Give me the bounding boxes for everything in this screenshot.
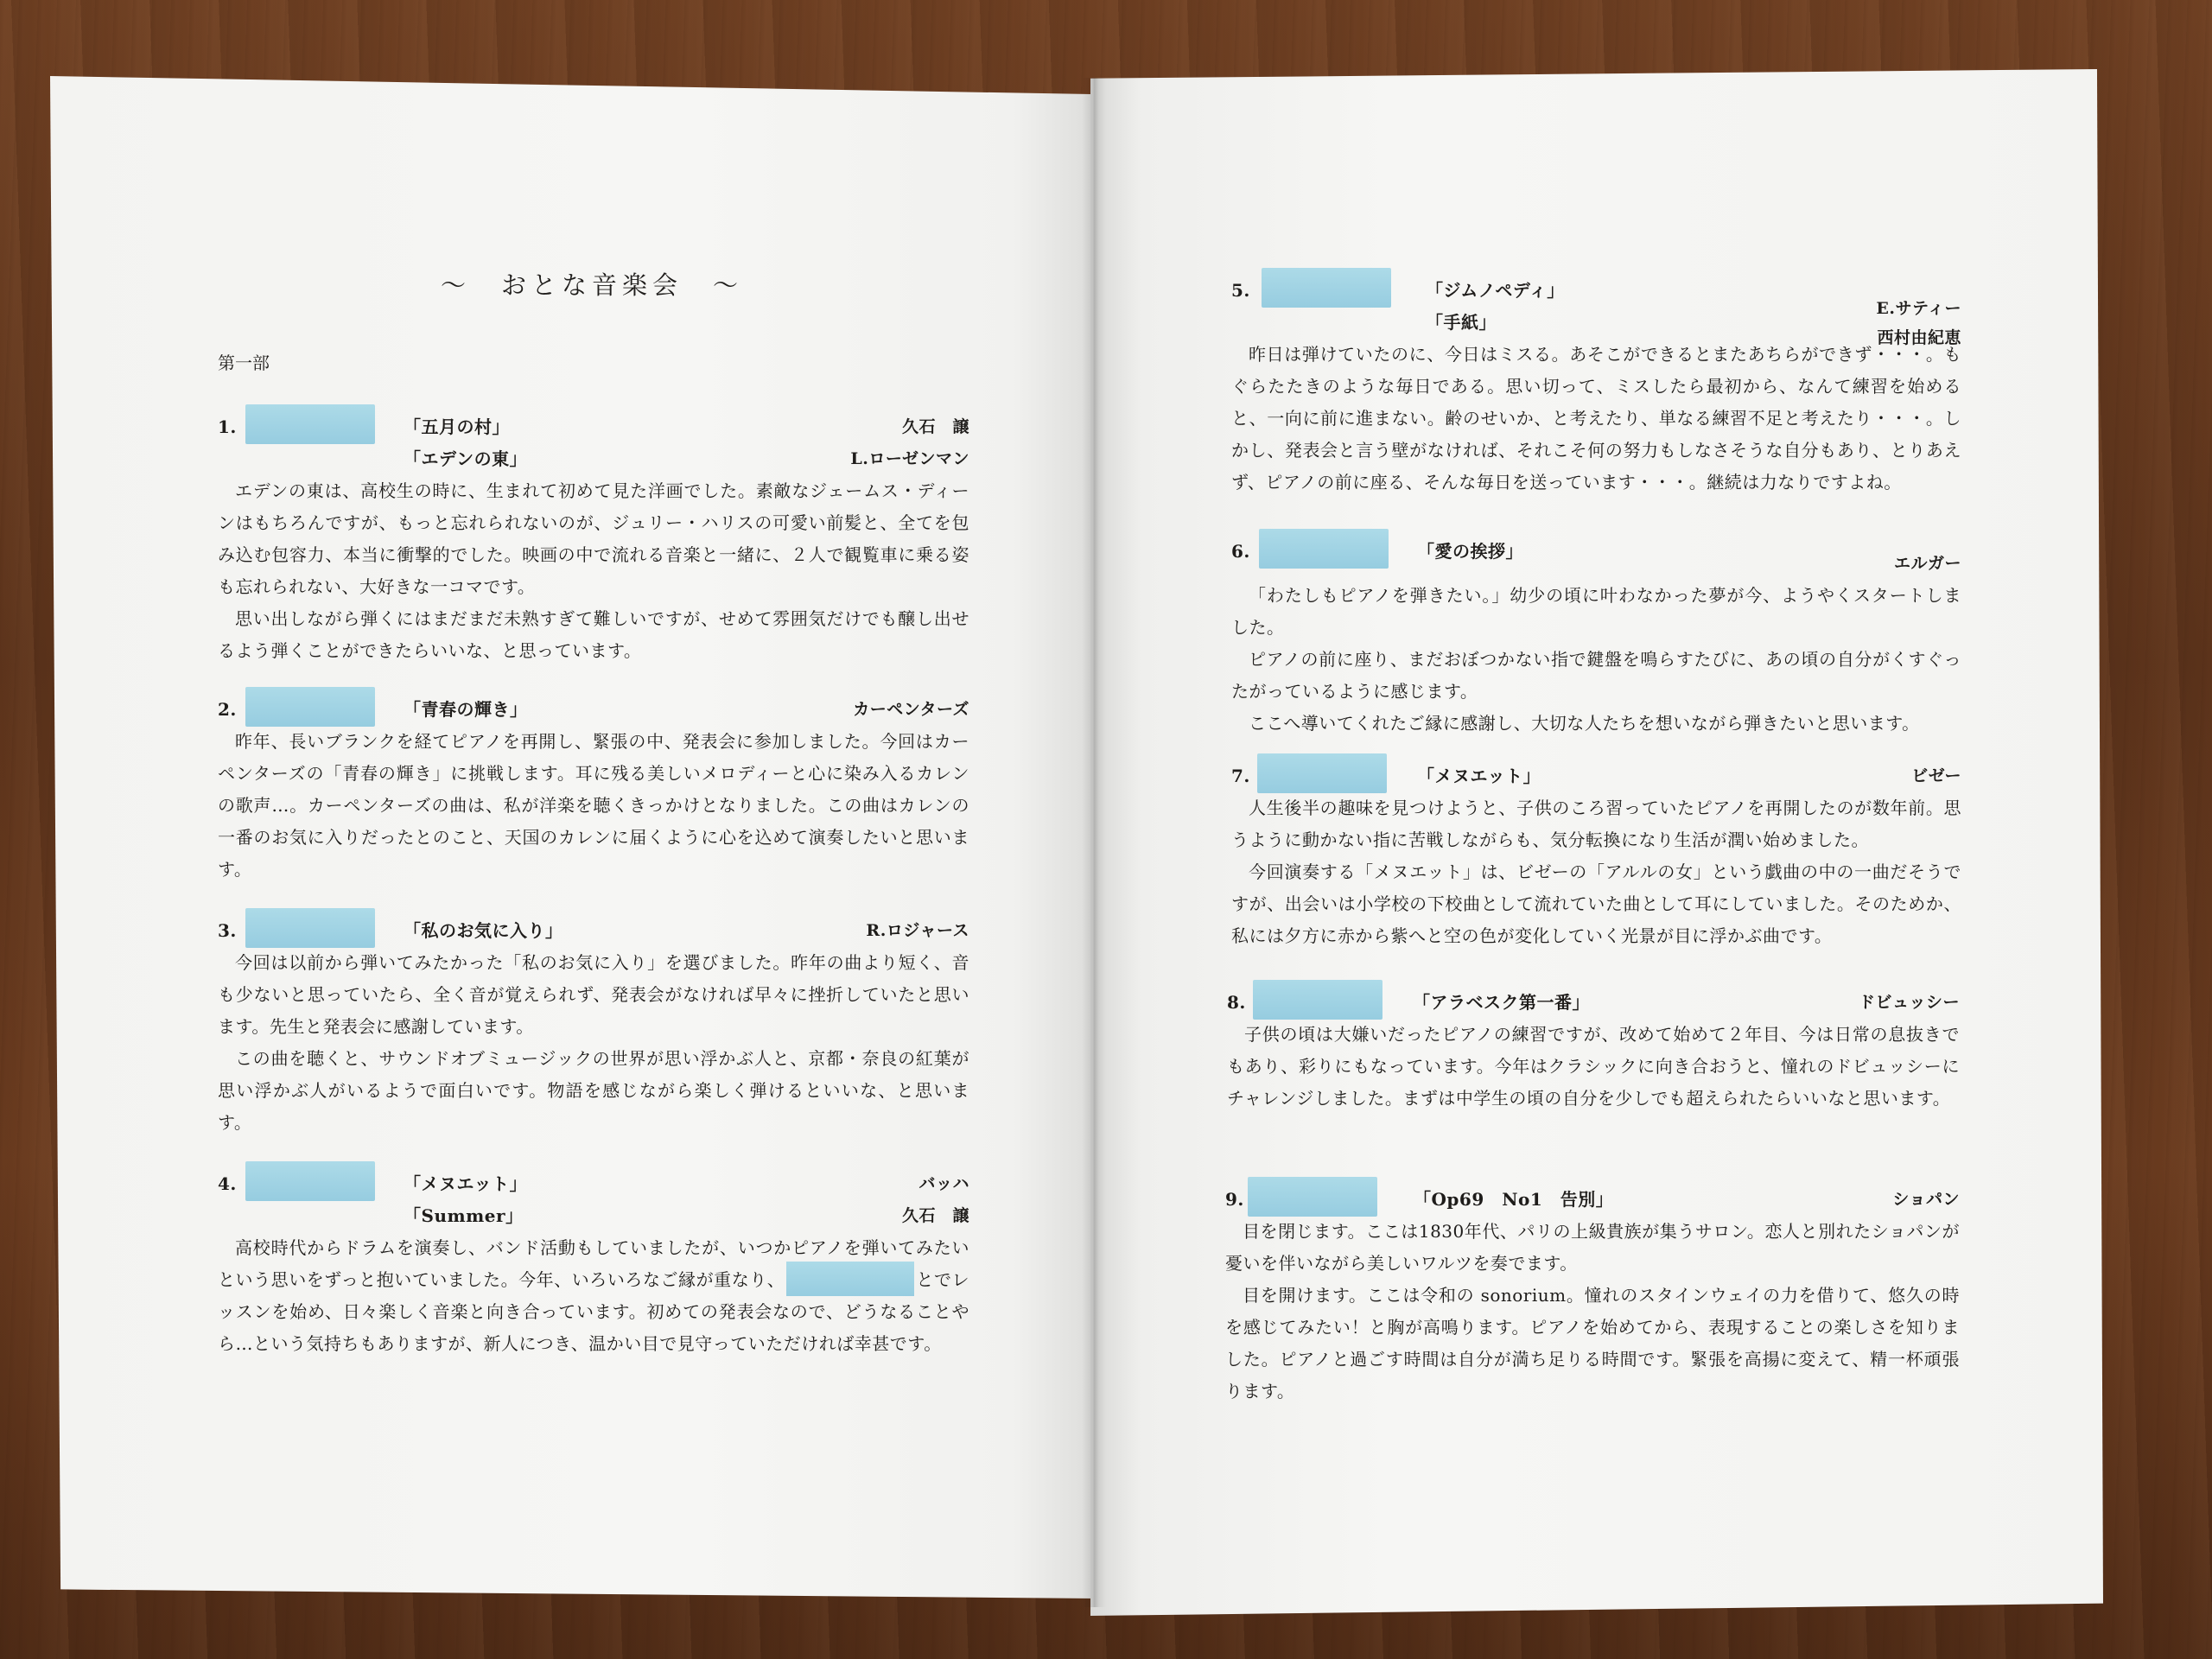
composer: E.サティー (1876, 299, 1961, 318)
item-number: 7. (1231, 766, 1250, 786)
item-number: 4. (218, 1173, 237, 1194)
description-paragraph: 昨年、長いブランクを経てピアノを再開し、緊張の中、発表会に参加しました。今回はカーペンターズの「青春の輝き」に挑戦します。耳に残る美しいメロディーと心に染み入るカレンの歌声…。カーペンターズの曲は、私が洋楽を聴くきっかけとなりました。この曲はカレンの一番のお気に入りだったとのこと、天国のカレンに届くように心を込めて演奏したいと思います。 (218, 731, 969, 880)
item-description (1231, 792, 1961, 952)
song-title: 「私のお気に入り」 (404, 920, 563, 941)
item-number: 1. (218, 416, 237, 437)
program-item-6 (1231, 536, 1961, 740)
item-description (218, 1232, 969, 1360)
composer: 西村由紀恵 (1877, 328, 1961, 347)
song-title: 「手紙」 (1426, 312, 1497, 333)
description-text: とでレッスンを始め、日々楽しく音楽と向き合っています。初めての発表会なので、どうなることやら…という気持ちもありますが、新人につき、温かい目で見守っていただければ幸甚です。 (218, 1269, 969, 1354)
composer: エルガー (1893, 554, 1961, 573)
redacted-name-tag (1248, 1177, 1377, 1217)
description-paragraph: ここへ導いてくれたご縁に感謝し、大切な人たちを想いながら弾きたいと思います。 (1249, 713, 1920, 734)
description-paragraph: 人生後半の趣味を見つけようと、子供のころ習っていたピアノを再開したのが数年前。思うように動かない指に苦戦しながらも、気分転換になり生活が潤い始めました。 (1231, 798, 1961, 850)
composer: L.ローゼンマン (850, 449, 969, 468)
song-title: 「アラベスク第一番」 (1413, 992, 1590, 1013)
item-description (1231, 580, 1961, 740)
program-item-2 (218, 694, 969, 886)
program-item-7 (1231, 760, 1961, 952)
song-title: 「五月の村」 (404, 416, 510, 437)
redacted-inline-tag (786, 1262, 914, 1296)
program-title: 〜 おとな音楽会 〜 (441, 270, 744, 300)
description-paragraph: この曲を聴くと、サウンドオブミュージックの世界が思い浮かぶ人と、京都・奈良の紅葉が思い浮かぶ人がいるようで面白いです。物語を感じながら楽しく弾けるといいな、と思います。 (218, 1048, 969, 1133)
booklet-gutter (1082, 78, 1106, 1607)
redacted-name-tag (245, 908, 375, 948)
item-number: 8. (1227, 992, 1246, 1013)
description-paragraph: 目を開けます。ここは令和の sonorium。憧れのスタインウェイの力を借りて、悠久の時を感じてみたい！と胸が高鳴ります。ピアノを始めてから、表現することの楽しさを知りました。ピアノと過ごす時間は自分が満ち足りる時間です。緊張を高揚に変えて、精一杯頑張ります。 (1225, 1285, 1960, 1402)
description-paragraph: 今回演奏する「メヌエット」は、ビゼーの「アルルの女」という戯曲の中の一曲だそうですが、出会いは小学校の下校曲として流れていた曲として耳にしていました。そのためか、私には夕方に赤から紫へと空の色が変化していく光景が目に浮かぶ曲です。 (1231, 861, 1961, 946)
description-paragraph: 子供の頃は大嫌いだったピアノの練習ですが、改めて始めて２年目、今は日常の息抜きでもあり、彩りにもなっています。今年はクラシックに向き合おうと、憧れのドビュッシーにチャレンジしました。まずは中学生の頃の自分を少しでも超えられたらいいなと思います。 (1227, 1024, 1960, 1109)
program-item-8 (1227, 987, 1960, 1115)
description-text: 高校時代からドラムを演奏し、バンド活動もしていましたが、いつかピアノを弾いてみたいという思いをずっと抱いていました。今年、いろいろなご縁が重なり、 (218, 1237, 969, 1290)
item-number: 2. (218, 699, 237, 720)
description-paragraph: 昨日は弾けていたのに、今日はミスる。あそこができるとまたあちらができず・・・。もぐらたたきのような毎日である。思い切って、ミスしたら最初から、なんて練習を始めると、一向に前に進まない。齢のせいか、と考えたり、単なる練習不足と考えたり・・・。しかし、発表会と言う壁がなければ、それこそ何の努力もしなさそうな自分もあり、とりあえず、ピアノの前に座る、そんな毎日を送っています・・・。継続は力なりですよね。 (1231, 344, 1961, 493)
program-item-9 (1225, 1184, 1960, 1408)
description-paragraph: 「わたしもピアノを弾きたい。」幼少の頃に叶わなかった夢が今、ようやくスタートしました。 (1231, 585, 1961, 638)
composer: カーペンターズ (853, 700, 969, 719)
item-description (218, 947, 969, 1139)
redacted-name-tag (1262, 268, 1391, 308)
description-paragraph: 思い出しながら弾くにはまだまだ未熟すぎて難しいですが、せめて雰囲気だけでも醸し出せるよう弾くことができたらいいな、と思っています。 (218, 608, 969, 661)
description-paragraph: 今回は以前から弾いてみたかった「私のお気に入り」を選びました。昨年の曲より短く、音も少ないと思っていたら、全く音が覚えられず、発表会がなければ早々に挫折していたと思います。先生と発表会に感謝しています。 (218, 952, 969, 1037)
redacted-name-tag (245, 687, 375, 727)
song-title: 「青春の輝き」 (404, 699, 528, 720)
item-description (218, 726, 969, 886)
program-item-1 (218, 411, 969, 667)
description-paragraph: エデンの東は、高校生の時に、生まれて初めて見た洋画でした。素敵なジェームス・ディーンはもちろんですが、もっと忘れられないのが、ジュリー・ハリスの可愛い前髪と、全てを包み込む包容力、本当に衝撃的でした。映画の中で流れる音楽と一緒に、２人で観覧車に乗る姿も忘れられない、大好きな一コマです。 (218, 480, 969, 597)
item-description (218, 475, 969, 667)
song-title: 「メヌエット」 (1417, 766, 1541, 786)
item-number: 3. (218, 920, 237, 941)
composer: 久石 譲 (901, 1206, 969, 1225)
section-label: 第一部 (218, 353, 270, 373)
song-title: 「メヌエット」 (404, 1173, 528, 1194)
composer: ドビュッシー (1858, 993, 1960, 1012)
song-title: 「ジムノペディ」 (1426, 280, 1565, 301)
item-description (1225, 1216, 1960, 1408)
item-number: 5. (1231, 280, 1250, 301)
composer: 久石 譲 (901, 417, 969, 436)
redacted-name-tag (245, 404, 375, 444)
composer: R.ロジャース (866, 921, 969, 940)
program-item-3 (218, 915, 969, 1139)
composer: ビゼー (1911, 766, 1961, 785)
item-description (1227, 1019, 1960, 1115)
redacted-name-tag (245, 1161, 375, 1201)
item-description (1231, 339, 1961, 499)
redacted-name-tag (1257, 753, 1387, 793)
song-title: 「愛の挨拶」 (1417, 541, 1523, 562)
song-title: 「Summer」 (404, 1205, 524, 1226)
redacted-name-tag (1253, 980, 1382, 1020)
item-number: 9. (1225, 1189, 1244, 1210)
program-item-4 (218, 1168, 969, 1360)
composer: ショパン (1892, 1190, 1960, 1209)
description-paragraph: 目を閉じます。ここは1830年代、パリの上級貴族が集うサロン。恋人と別れたショパンが憂いを伴いながら美しいワルツを奏でます。 (1225, 1221, 1960, 1274)
song-title: 「Op69 No1 告別」 (1414, 1189, 1614, 1210)
composer: バッハ (918, 1174, 969, 1193)
description-paragraph: ピアノの前に座り、まだおぼつかない指で鍵盤を鳴らすたびに、あの頃の自分がくすぐったがっているように感じます。 (1231, 649, 1961, 702)
song-title: 「エデンの東」 (404, 448, 528, 469)
redacted-name-tag (1259, 529, 1389, 569)
program-item-5 (1231, 275, 1961, 499)
item-number: 6. (1231, 541, 1250, 562)
